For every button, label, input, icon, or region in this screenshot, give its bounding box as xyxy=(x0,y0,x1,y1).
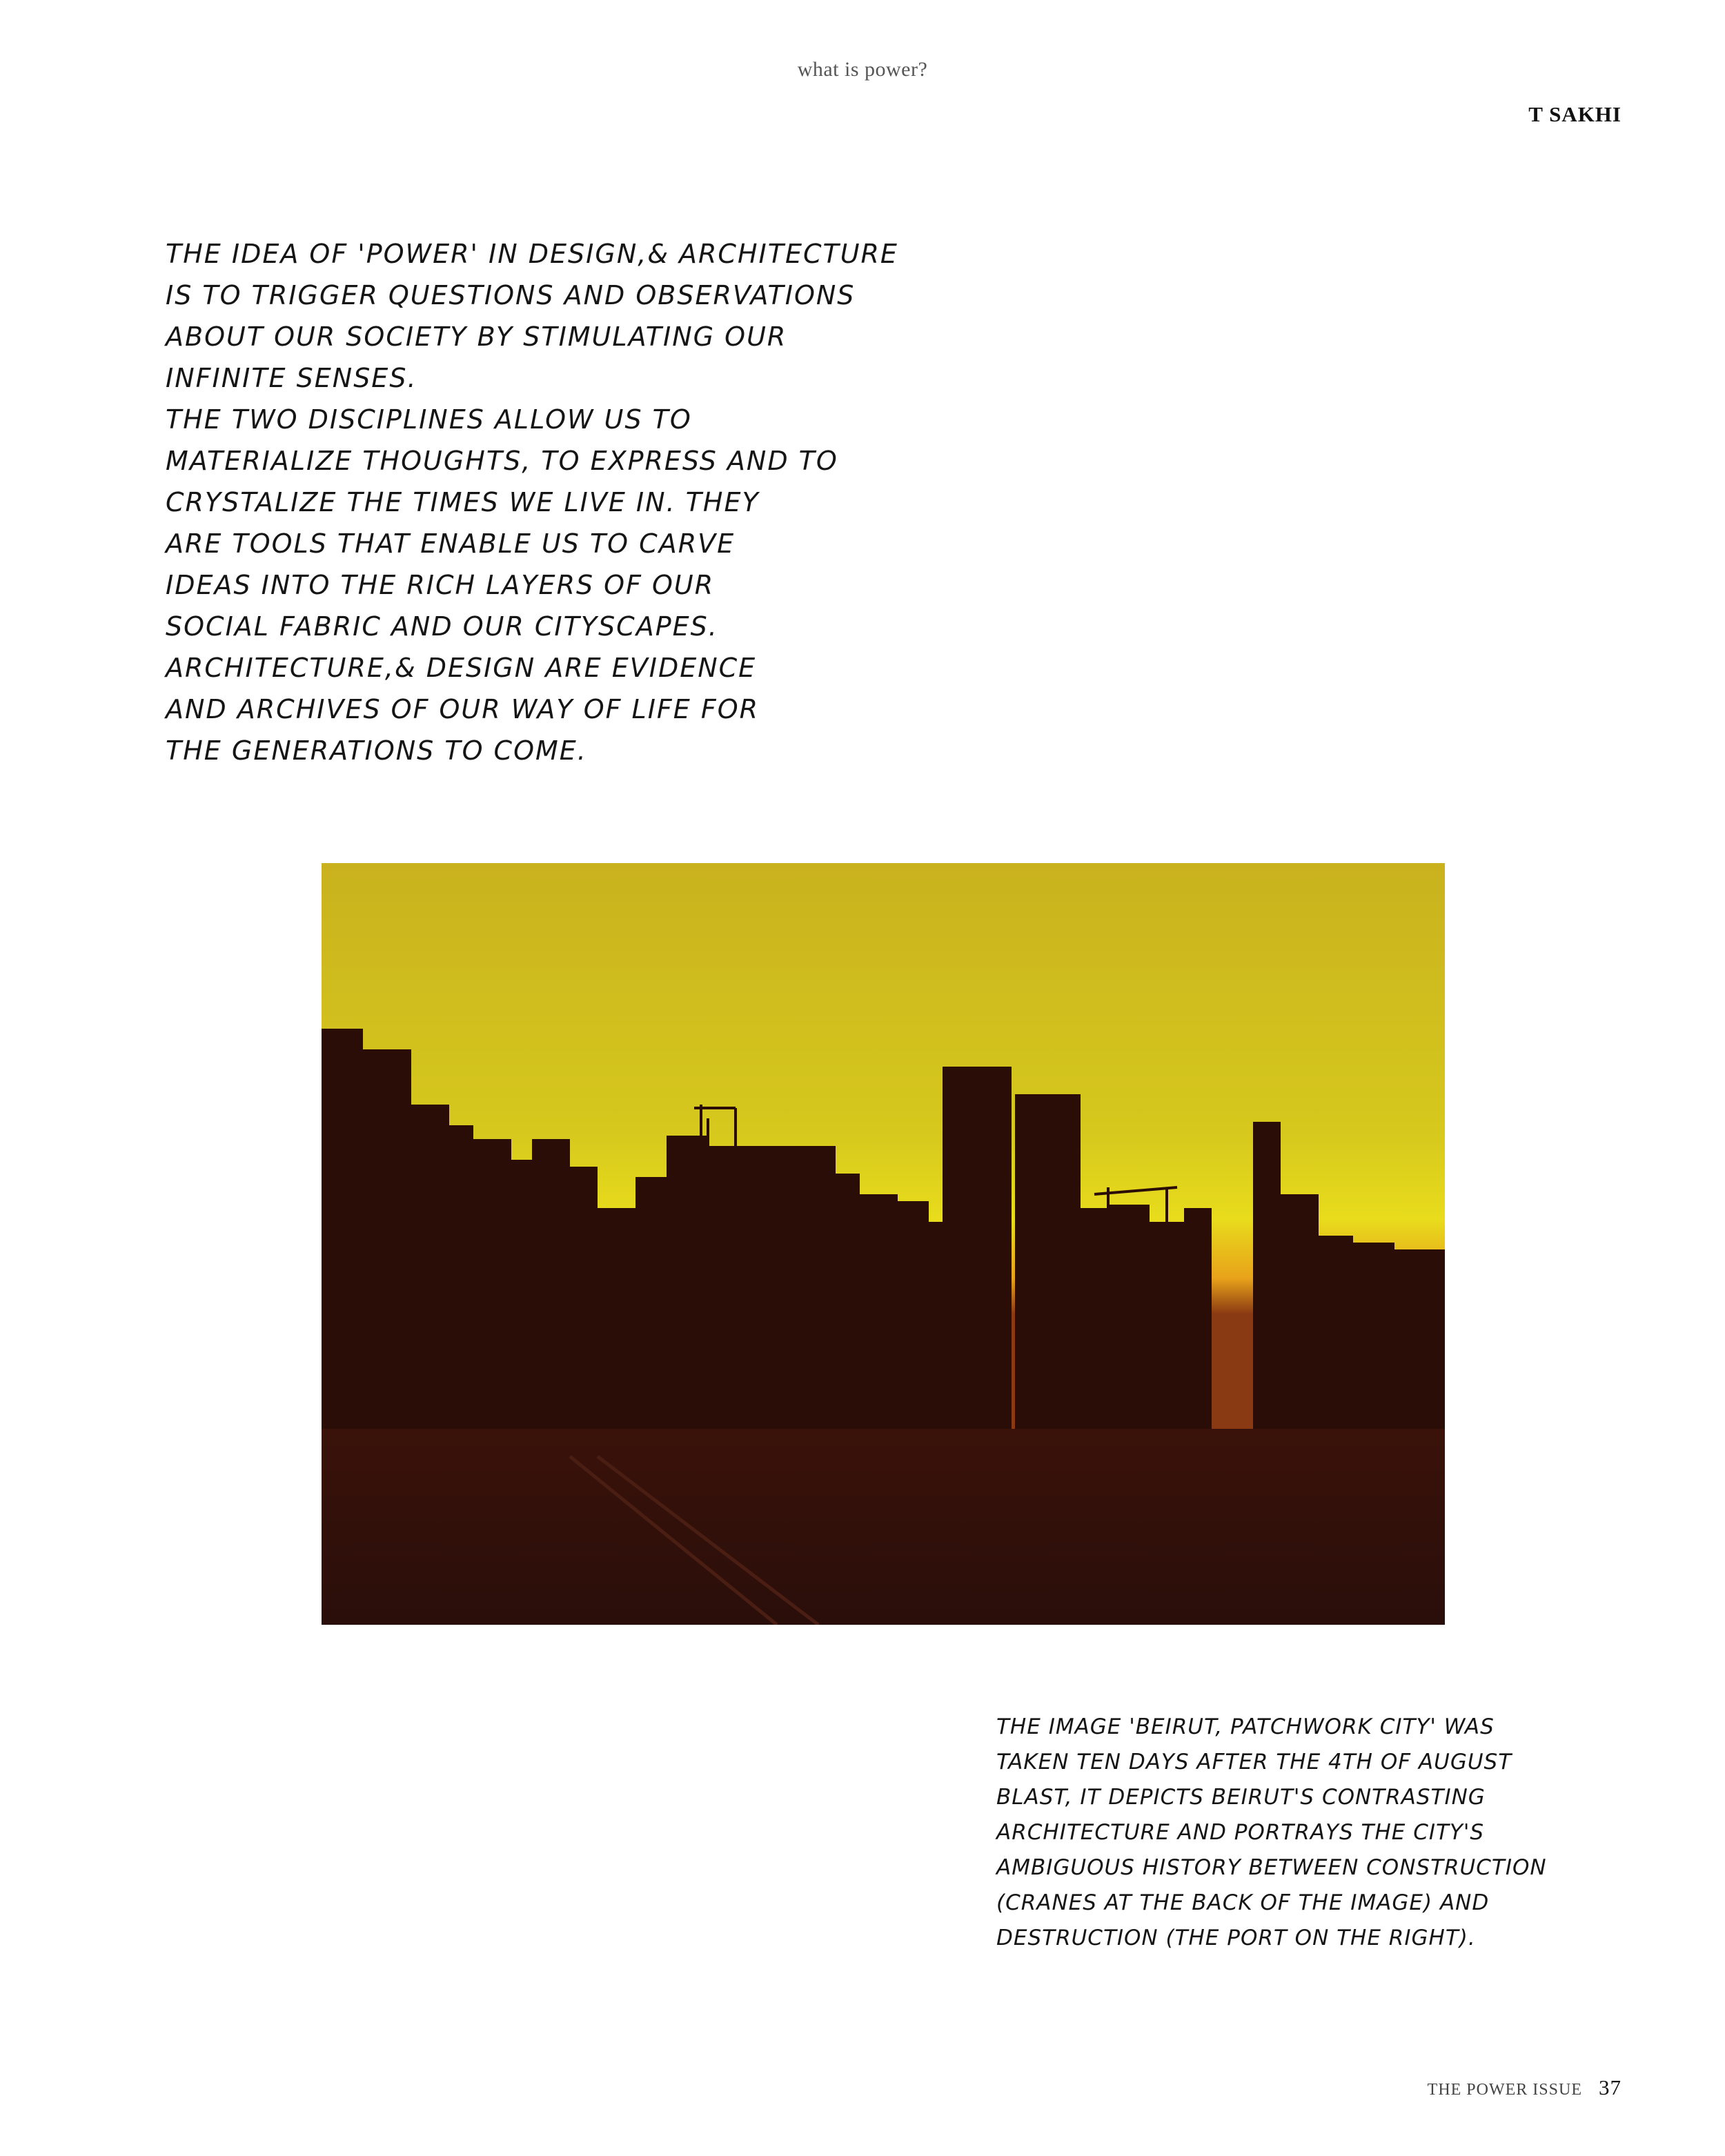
note-line: MATERIALIZE THOUGHTS, TO EXPRESS AND TO xyxy=(166,446,838,476)
ground xyxy=(322,1429,1445,1625)
note-line: INFINITE SENSES. xyxy=(166,363,417,393)
note-line: AND ARCHIVES OF OUR WAY OF LIFE FOR xyxy=(166,694,760,724)
note-line: IDEAS INTO THE RICH LAYERS OF OUR xyxy=(166,570,715,600)
note-line: THE IDEA OF 'POWER' IN DESIGN,& ARCHITECTURE xyxy=(166,239,898,269)
note-line: ARE TOOLS THAT ENABLE US TO CARVE xyxy=(166,528,736,559)
handwritten-note-intro xyxy=(166,233,918,771)
note-line: SOCIAL FABRIC AND OUR CITYSCAPES. xyxy=(166,611,718,642)
caption-line: (CRANES AT THE BACK OF THE IMAGE) AND xyxy=(996,1890,1490,1915)
caption-line: THE IMAGE 'BEIRUT, PATCHWORK CITY' WAS xyxy=(996,1714,1495,1739)
page-number: 37 xyxy=(1599,2075,1621,2099)
note-line: IS TO TRIGGER QUESTIONS AND OBSERVATIONS xyxy=(166,280,856,310)
note-line: THE GENERATIONS TO COME. xyxy=(166,735,587,766)
running-header: what is power? xyxy=(797,58,928,81)
caption-line: ARCHITECTURE AND PORTRAYS THE CITY'S xyxy=(996,1820,1485,1845)
issue-title: THE POWER ISSUE xyxy=(1427,2081,1582,2099)
note-line: CRYSTALIZE THE TIMES WE LIVE IN. THEY xyxy=(166,487,760,517)
caption-line: AMBIGUOUS HISTORY BETWEEN CONSTRUCTION xyxy=(996,1855,1547,1880)
handwritten-photo-caption xyxy=(996,1710,1617,1956)
caption-line: TAKEN TEN DAYS AFTER THE 4TH OF AUGUST xyxy=(996,1750,1512,1774)
note-line: THE TWO DISCIPLINES ALLOW US TO xyxy=(166,404,692,435)
author-name: T SAKHI xyxy=(1528,102,1621,126)
skyline-illustration xyxy=(322,863,1445,1625)
note-line: ARCHITECTURE,& DESIGN ARE EVIDENCE xyxy=(166,653,757,683)
caption-line: DESTRUCTION (THE PORT ON THE RIGHT). xyxy=(996,1926,1476,1950)
note-line: ABOUT OUR SOCIETY BY STIMULATING OUR xyxy=(166,322,787,352)
beirut-skyline-photo xyxy=(322,863,1445,1625)
caption-line: BLAST, IT DEPICTS BEIRUT'S CONTRASTING xyxy=(996,1785,1486,1810)
page-footer xyxy=(1428,2075,1621,2100)
